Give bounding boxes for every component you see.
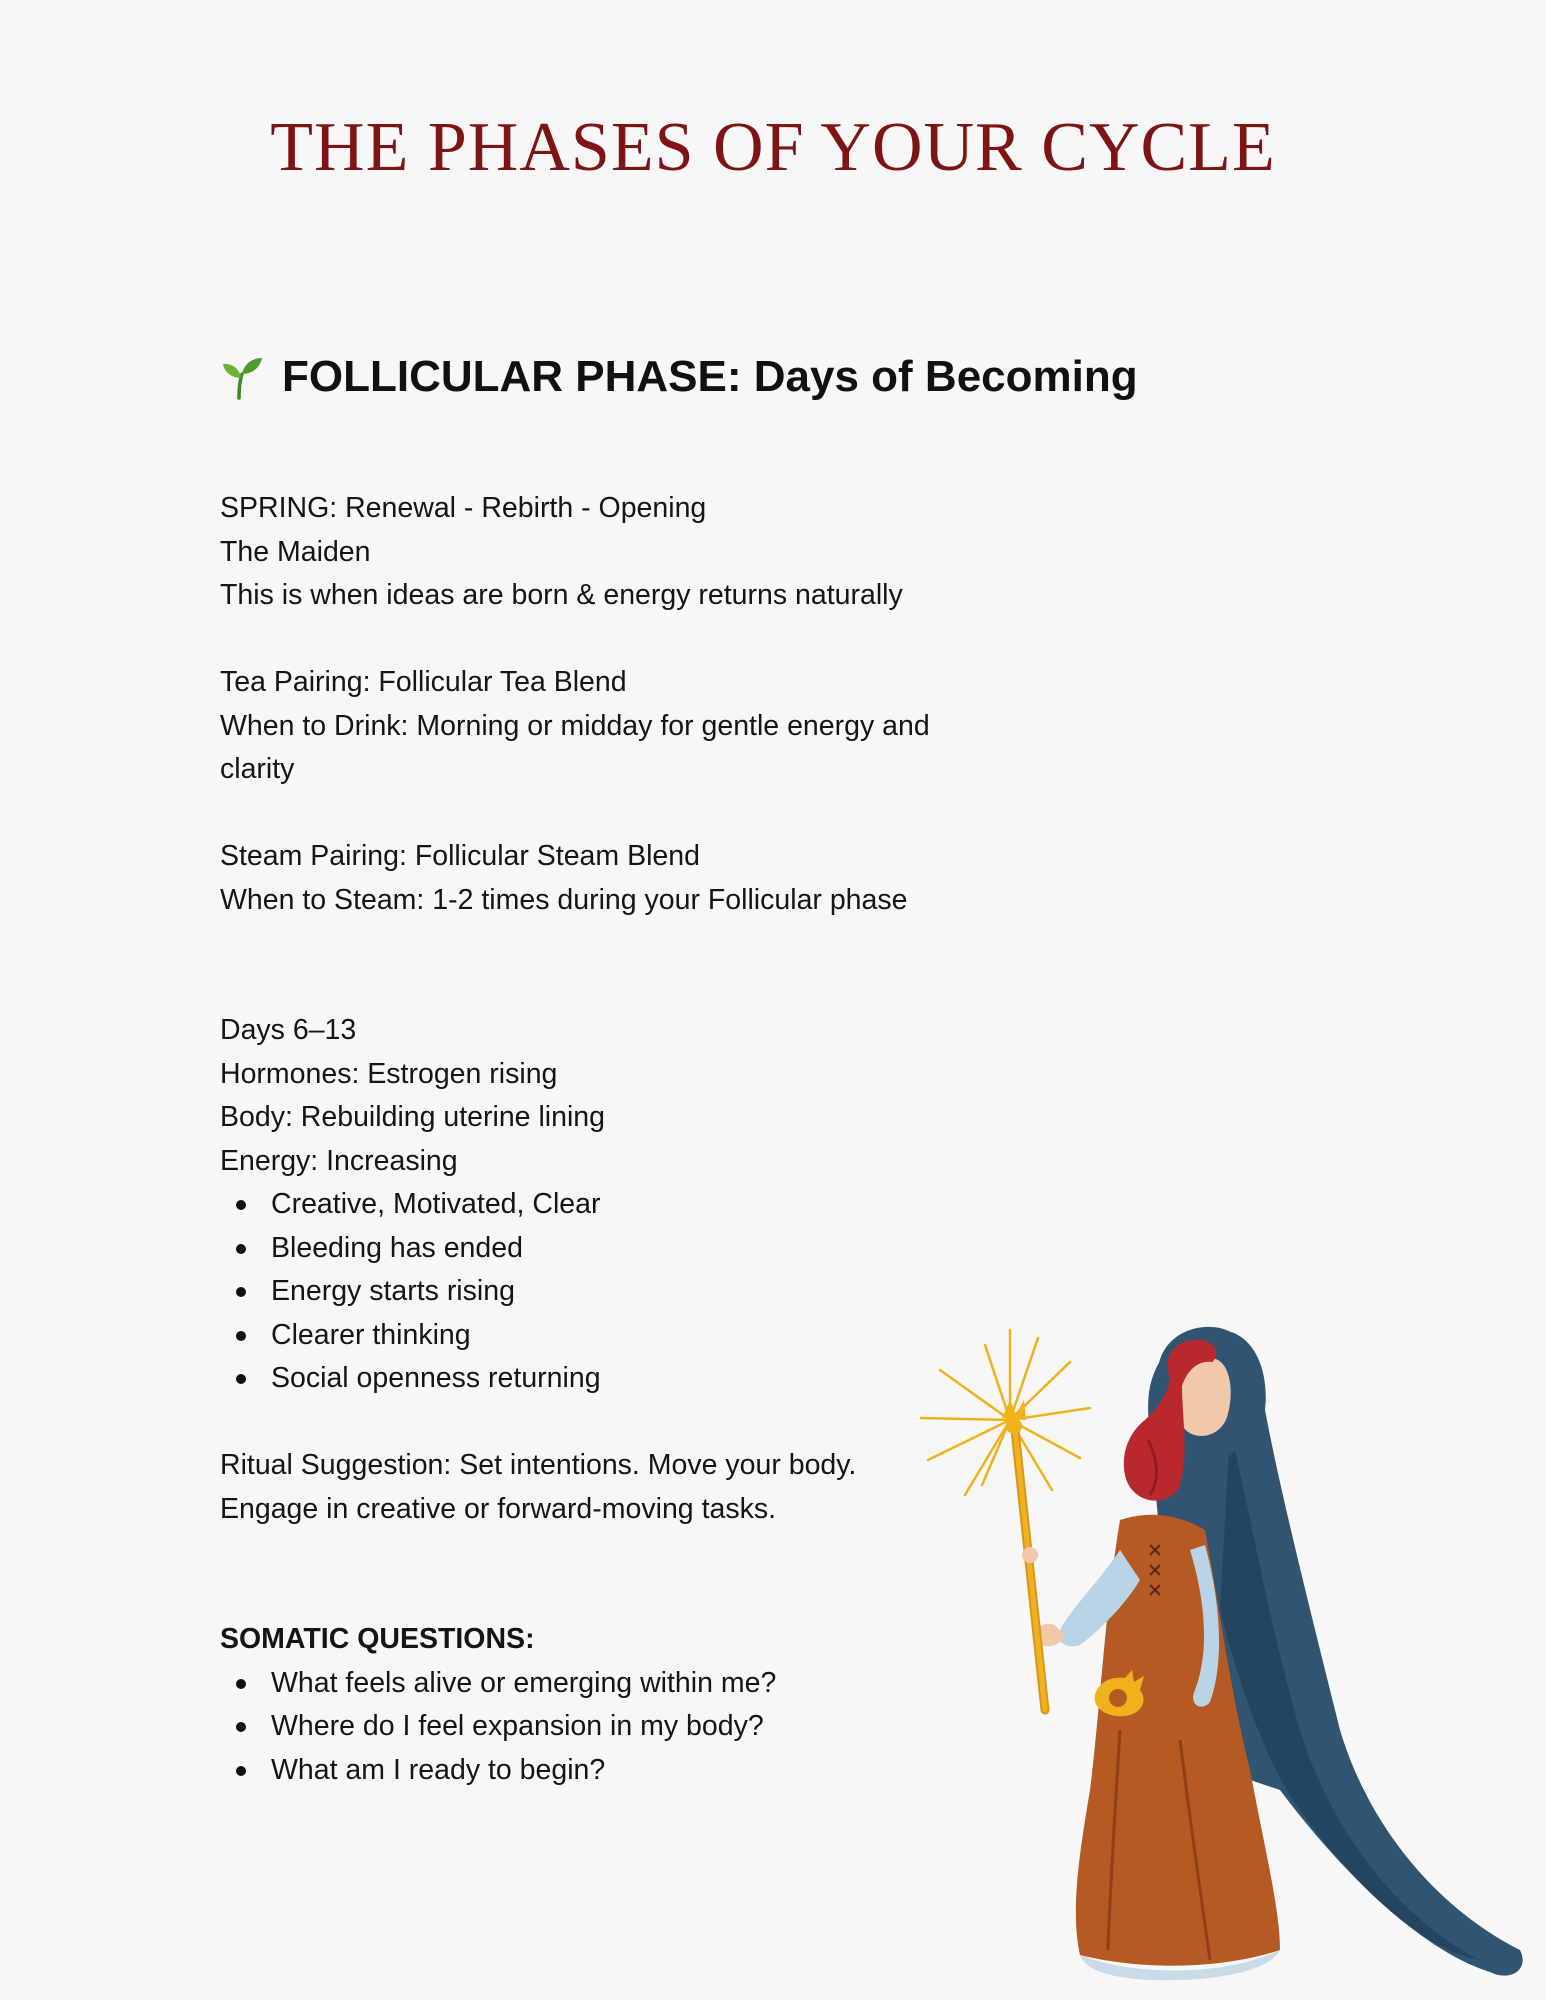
list-item bbox=[220, 1662, 980, 1706]
maiden-illustration bbox=[920, 1310, 1540, 2000]
list-item bbox=[220, 1227, 980, 1271]
steam-pairing-line: Steam Pairing: Follicular Steam Blend bbox=[220, 840, 700, 872]
bullet-icon bbox=[236, 1200, 246, 1210]
section-heading bbox=[218, 352, 1138, 402]
list-item-text: What feels alive or emerging within me? bbox=[271, 1666, 777, 1699]
list-item-text: Energy starts rising bbox=[271, 1275, 515, 1307]
steam-when-line: When to Steam: 1-2 times during your Follicular phase bbox=[220, 883, 908, 916]
list-item-text: Clearer thinking bbox=[271, 1318, 471, 1351]
body-line: Body: Rebuilding uterine lining bbox=[220, 1101, 606, 1133]
list-item bbox=[220, 1357, 980, 1401]
list-item-text: Where do I feel expansion in my body? bbox=[271, 1710, 764, 1742]
phase-content bbox=[220, 487, 980, 1792]
bullet-icon bbox=[236, 1244, 246, 1254]
energy-line: Energy: Increasing bbox=[220, 1144, 458, 1177]
list-item bbox=[220, 1749, 980, 1793]
sprout-icon bbox=[218, 354, 264, 400]
bullet-icon bbox=[236, 1287, 246, 1297]
bullet-icon bbox=[236, 1374, 246, 1384]
hormones-line: Hormones: Estrogen rising bbox=[220, 1057, 558, 1090]
list-item-text: Social openness returning bbox=[271, 1362, 601, 1394]
ritual-line-1: Ritual Suggestion: Set intentions. Move your body. bbox=[220, 1449, 857, 1481]
list-item bbox=[220, 1270, 980, 1314]
list-item bbox=[220, 1314, 980, 1358]
list-item-text: Creative, Motivated, Clear bbox=[271, 1188, 601, 1220]
season-line: SPRING: Renewal - Rebirth - Opening bbox=[220, 492, 707, 524]
energy-bullet-list bbox=[220, 1183, 980, 1401]
list-item bbox=[220, 1183, 980, 1227]
tea-when-line: When to Drink: Morning or midday for gentle energy and clarity bbox=[220, 709, 930, 785]
list-item bbox=[220, 1705, 980, 1749]
page-title: THE PHASES OF YOUR CYCLE bbox=[270, 109, 1276, 186]
list-item-text: Bleeding has ended bbox=[271, 1231, 523, 1264]
days-line: Days 6–13 bbox=[220, 1014, 357, 1046]
archetype-line: The Maiden bbox=[220, 535, 371, 568]
section-heading-text: FOLLICULAR PHASE: Days of Becoming bbox=[282, 352, 1138, 401]
ritual-line-2: Engage in creative or forward-moving tasks. bbox=[220, 1492, 777, 1525]
list-item-text: What am I ready to begin? bbox=[271, 1753, 606, 1786]
bullet-icon bbox=[236, 1722, 246, 1732]
somatic-question-list bbox=[220, 1662, 980, 1793]
bullet-icon bbox=[236, 1331, 246, 1341]
bullet-icon bbox=[236, 1679, 246, 1689]
description-line: This is when ideas are born & energy returns naturally bbox=[220, 579, 903, 611]
tea-pairing-line: Tea Pairing: Follicular Tea Blend bbox=[220, 666, 627, 698]
bullet-icon bbox=[236, 1766, 246, 1776]
somatic-heading: SOMATIC QUESTIONS: bbox=[220, 1623, 535, 1655]
